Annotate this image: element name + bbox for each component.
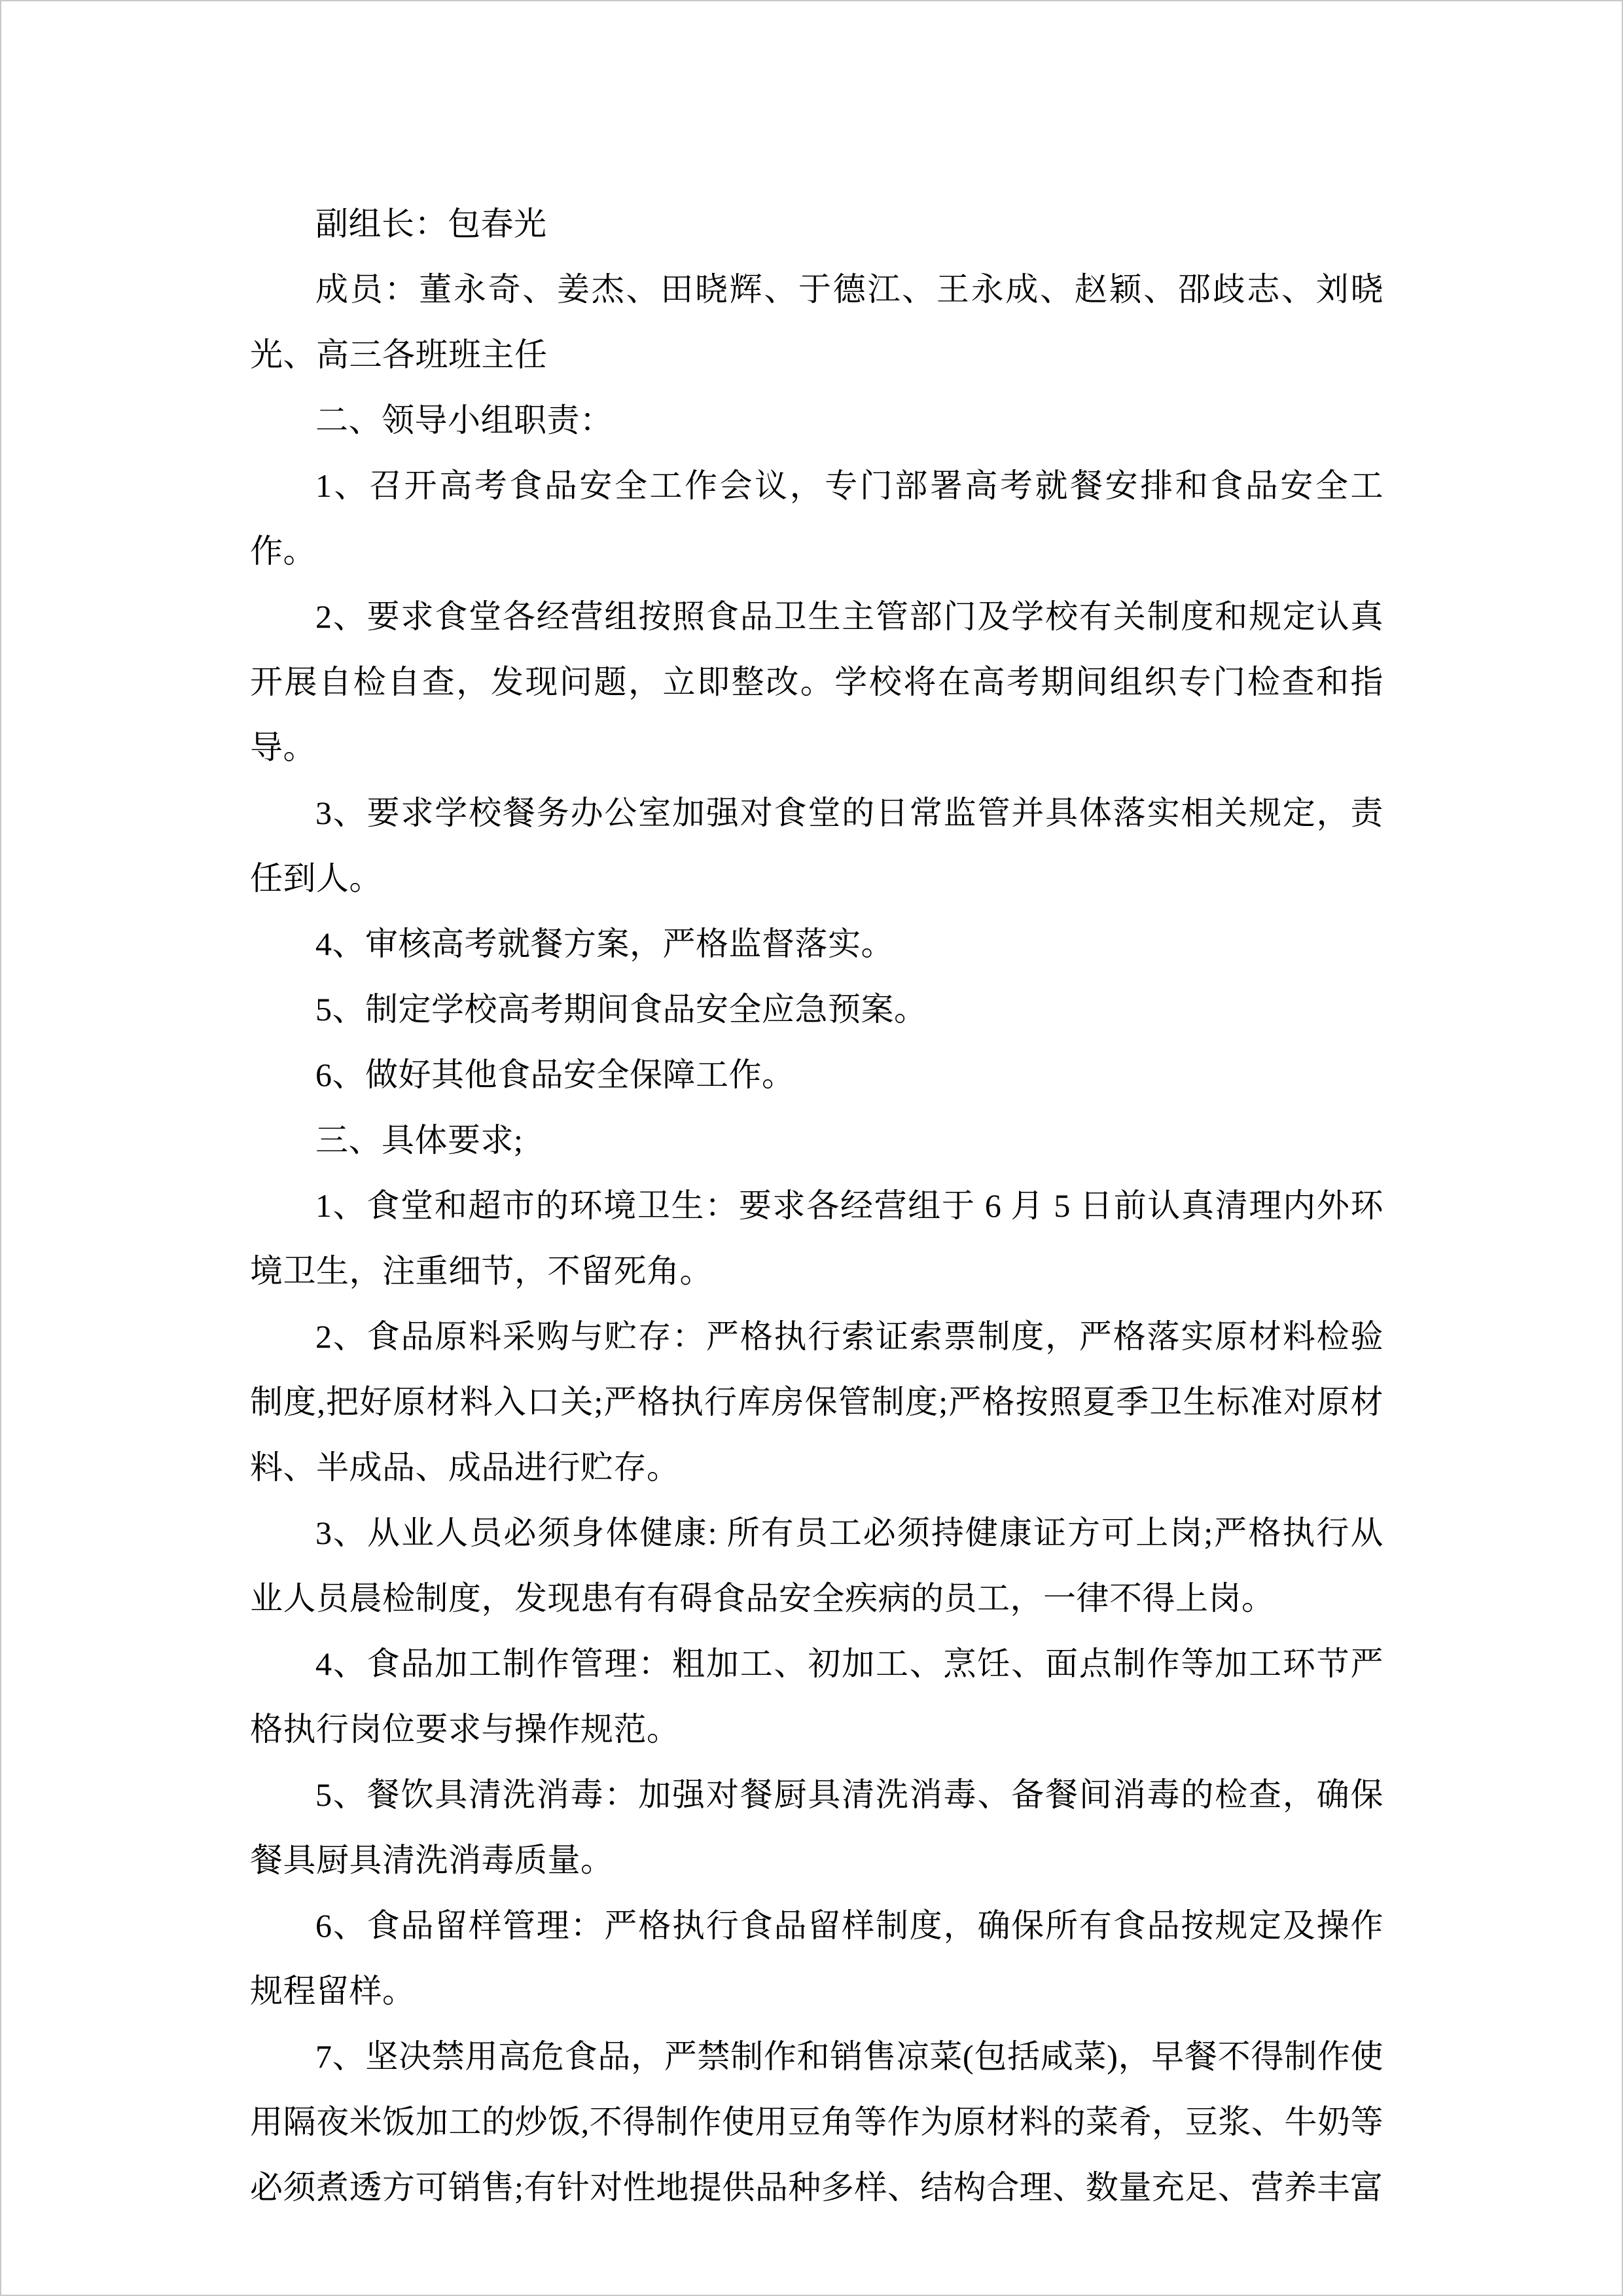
paragraph: 5、餐饮具清洗消毒：加强对餐厨具清洗消毒、备餐间消毒的检查，确保餐具厨具清洗消毒质量。 bbox=[250, 1776, 1383, 1878]
paragraph: 3、要求学校餐务办公室加强对食堂的日常监管并具体落实相关规定，责任到人。 bbox=[250, 795, 1383, 897]
paragraph-section-heading: 二、领导小组职责： bbox=[315, 402, 613, 439]
paragraph: 4、审核高考就餐方案，严格监督落实。 bbox=[315, 925, 894, 962]
paragraph: 成员：董永奇、姜杰、田晓辉、于德江、王永成、赵颖、邵歧志、刘晓光、高三各班班主任 bbox=[250, 271, 1383, 373]
paragraph: 1、召开高考食品安全工作会议，专门部署高考就餐安排和食品安全工作。 bbox=[250, 467, 1383, 569]
paragraph: 5、制定学校高考期间食品安全应急预案。 bbox=[315, 991, 927, 1028]
document-body bbox=[250, 191, 1383, 2220]
paragraph: 3、从业人员必须身体健康: 所有员工必须持健康证方可上岗;严格执行从业人员晨检制度，发现患有有碍食品安全疾病的员工，一律不得上岗。 bbox=[250, 1515, 1383, 1617]
paragraph: 2、食品原料采购与贮存：严格执行索证索票制度，严格落实原材料检验制度,把好原材料入口关;严格执行库房保管制度;严格按照夏季卫生标准对原材料、半成品、成品进行贮存。 bbox=[250, 1318, 1383, 1486]
paragraph: 2、要求食堂各经营组按照食品卫生主管部门及学校有关制度和规定认真开展自检自查，发现问题，立即整改。学校将在高考期间组织专门检查和指导。 bbox=[250, 598, 1383, 766]
paragraph: 1、食堂和超市的环境卫生：要求各经营组于 6 月 5 日前认真清理内外环境卫生，注重细节，不留死角。 bbox=[250, 1187, 1383, 1289]
paragraph-section-heading: 三、具体要求; bbox=[315, 1122, 524, 1158]
paragraph: 7、坚决禁用高危食品，严禁制作和销售凉菜(包括咸菜)，早餐不得制作使用隔夜米饭加工的炒饭,不得制作使用豆角等作为原材料的菜肴，豆浆、牛奶等必须煮透方可销售;有针对性地提供品种多样、结构合理、数量充足、营养丰富 bbox=[250, 2038, 1383, 2206]
paragraph: 6、食品留样管理：严格执行食品留样制度，确保所有食品按规定及操作规程留样。 bbox=[250, 1907, 1383, 2009]
paragraph: 6、做好其他食品安全保障工作。 bbox=[315, 1056, 795, 1093]
paragraph: 副组长：包春光 bbox=[315, 206, 547, 242]
paragraph: 4、食品加工制作管理：粗加工、初加工、烹饪、面点制作等加工环节严格执行岗位要求与操作规范。 bbox=[250, 1645, 1383, 1748]
